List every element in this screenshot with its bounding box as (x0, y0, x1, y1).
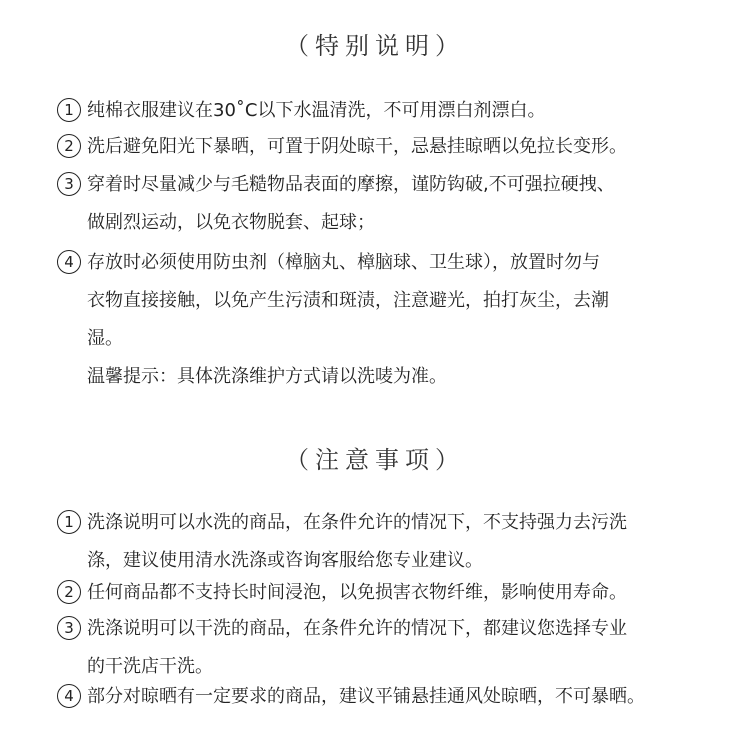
circled-number-3: 3 (57, 616, 81, 640)
precaution-item-1 (57, 504, 717, 580)
special-note-item-2 (57, 128, 717, 166)
circled-number-4: 4 (57, 250, 81, 274)
special-note-4-line-2: 衣物直接接触，以免产生污渍和斑渍，注意避光，拍打灰尘，去潮 (87, 290, 609, 311)
special-note-item-4 (57, 244, 717, 358)
precaution-1-line-1: 洗涤说明可以水洗的商品，在条件允许的情况下，不支持强力去污洗 (87, 512, 627, 533)
circled-number-4: 4 (57, 684, 81, 708)
circled-number-2: 2 (57, 580, 81, 604)
precaution-2-line-1: 任何商品都不支持长时间浸泡，以免损害衣物纤维，影响使用寿命。 (87, 582, 627, 603)
precaution-3-line-1: 洗涤说明可以干洗的商品，在条件允许的情况下，都建议您选择专业 (87, 618, 627, 639)
precaution-item-4 (57, 678, 717, 716)
special-notes-title: （特别说明） (285, 32, 465, 60)
special-note-2-line-1: 洗后避免阳光下暴晒，可置于阴处晾干，忌悬挂晾晒以免拉长变形。 (87, 136, 627, 157)
care-tip-note: 温馨提示：具体洗涤维护方式请以洗唛为准。 (87, 366, 447, 387)
precaution-item-3 (57, 610, 717, 686)
special-note-4-line-3: 湿。 (87, 328, 123, 349)
precaution-item-2 (57, 574, 717, 612)
precaution-3-line-2: 的干洗店干洗。 (87, 656, 213, 677)
precaution-4-line-1: 部分对晾晒有一定要求的商品，建议平铺悬挂通风处晾晒，不可暴晒。 (87, 686, 645, 707)
precaution-1-line-2: 涤，建议使用清水洗涤或咨询客服给您专业建议。 (87, 550, 483, 571)
special-note-3-line-1: 穿着时尽量减少与毛糙物品表面的摩擦，谨防钩破,不可强拉硬拽、 (87, 174, 615, 195)
precautions-title: （注意事项） (285, 446, 465, 474)
circled-number-1: 1 (57, 510, 81, 534)
special-note-1-line-1: 纯棉衣服建议在30˚C以下水温清洗，不可用漂白剂漂白。 (87, 100, 546, 121)
circled-number-2: 2 (57, 134, 81, 158)
circled-number-1: 1 (57, 98, 81, 122)
special-note-item-1 (57, 92, 717, 130)
circled-number-3: 3 (57, 172, 81, 196)
special-note-item-3 (57, 166, 717, 242)
special-note-4-line-1: 存放时必须使用防虫剂（樟脑丸、樟脑球、卫生球），放置时勿与 (87, 252, 600, 273)
special-note-3-line-2: 做剧烈运动，以免衣物脱套、起球； (87, 212, 375, 233)
